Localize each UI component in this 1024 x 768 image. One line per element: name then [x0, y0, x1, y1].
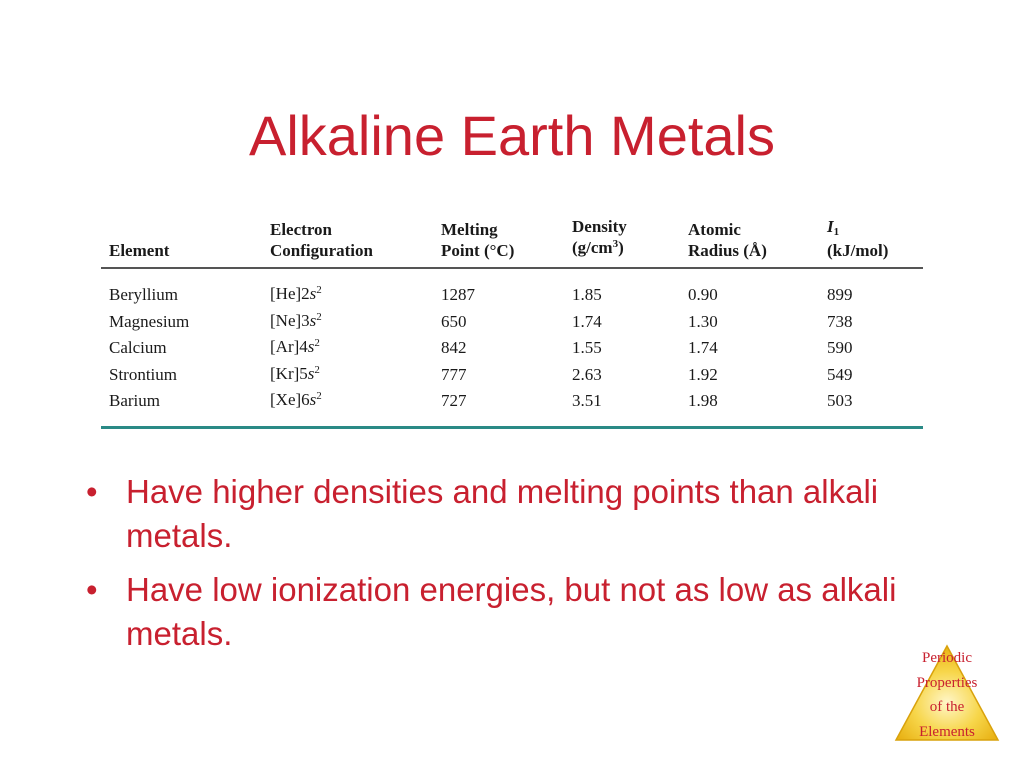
cell-density: 3.51 [572, 391, 602, 410]
header-element [101, 216, 262, 268]
header-atomic-radius-line1: Atomic [688, 220, 741, 239]
badge-line4: Elements [919, 723, 975, 740]
cell-element: Magnesium [109, 311, 190, 331]
cell-element: Calcium [109, 338, 167, 357]
cell-atomic-radius: 1.30 [688, 311, 718, 331]
header-density-line2-post: ) [618, 238, 624, 257]
header-electron-configuration-line1: Electron [270, 220, 333, 239]
header-density-line1: Density [572, 217, 627, 236]
header-atomic-radius [680, 216, 819, 268]
table-row [101, 362, 923, 389]
header-melting-point-line1: Melting [441, 220, 498, 239]
bullet-text: Have higher densities and melting points than alkali metals. [126, 473, 879, 554]
header-ionization-energy-subscript: 1 [833, 226, 840, 238]
config-core: [Xe]6 [270, 390, 310, 409]
bullet-item [86, 568, 966, 656]
header-element-label: Element [109, 241, 170, 260]
header-density-line2-pre: (g/cm [572, 238, 613, 257]
badge-line2: Properties [916, 674, 978, 691]
cell-atomic-radius: 1.74 [688, 338, 718, 357]
header-ionization-energy [819, 216, 923, 268]
config-core: [He]2 [270, 284, 310, 303]
table-bottom-rule-row [101, 427, 923, 429]
cell-ionization-energy: 549 [827, 364, 853, 384]
cell-ionization-energy: 503 [827, 391, 853, 410]
cell-electron-configuration [262, 388, 433, 427]
cell-electron-configuration [262, 362, 433, 389]
table-header-row [101, 216, 923, 268]
header-melting-point [433, 216, 564, 268]
bullet-list [86, 470, 966, 666]
header-electron-configuration-line2: Configuration [270, 241, 373, 260]
config-superscript: 2 [316, 284, 322, 296]
bullet-item [86, 470, 966, 558]
config-core: [Ne]3 [270, 310, 310, 330]
bullet-glyph: • [86, 571, 98, 608]
config-superscript: 2 [314, 363, 320, 376]
header-density [564, 216, 680, 268]
config-core: [Kr]5 [270, 363, 308, 383]
cell-melting-point: 727 [441, 391, 467, 410]
config-orbital: s [307, 363, 315, 383]
header-melting-point-line2: Point (°C) [441, 241, 515, 260]
config-superscript: 2 [314, 337, 320, 349]
cell-element: Beryllium [109, 285, 178, 304]
cell-ionization-energy: 899 [827, 285, 853, 304]
config-orbital: s [307, 337, 315, 356]
table-row [101, 309, 923, 336]
cell-melting-point: 650 [441, 311, 467, 331]
table-row [101, 388, 923, 427]
header-ionization-energy-symbol: I [827, 217, 834, 236]
cell-atomic-radius: 0.90 [688, 285, 718, 304]
cell-density: 1.85 [572, 285, 602, 304]
cell-melting-point: 842 [441, 338, 467, 357]
config-superscript: 2 [316, 390, 322, 402]
cell-melting-point: 777 [441, 364, 467, 384]
cell-density: 2.63 [572, 364, 602, 384]
element-properties-table-container [101, 216, 923, 429]
cell-atomic-radius: 1.98 [688, 391, 718, 410]
badge-line3: of the [929, 699, 965, 715]
element-properties-table [101, 216, 923, 429]
cell-density: 1.74 [572, 311, 602, 331]
header-ionization-energy-line2: (kJ/mol) [827, 241, 889, 260]
config-orbital: s [309, 310, 317, 330]
header-electron-configuration [262, 216, 433, 268]
header-atomic-radius-line2: Radius (Å) [688, 241, 767, 260]
badge-line1: Periodic [922, 650, 972, 666]
cell-electron-configuration [262, 309, 433, 336]
config-superscript: 2 [316, 310, 322, 323]
slide-title: Alkaline Earth Metals [248, 104, 775, 167]
bullet-glyph: • [86, 473, 98, 510]
config-orbital: s [309, 390, 317, 409]
cell-density: 1.55 [572, 338, 602, 357]
cell-ionization-energy: 590 [827, 338, 853, 357]
cell-ionization-energy: 738 [827, 311, 853, 331]
periodic-properties-badge [892, 640, 1002, 750]
badge-text [892, 646, 1002, 744]
cell-electron-configuration [262, 268, 433, 309]
config-orbital: s [309, 284, 317, 303]
cell-atomic-radius: 1.92 [688, 364, 718, 384]
cell-electron-configuration [262, 335, 433, 362]
cell-element: Strontium [109, 364, 178, 384]
cell-element: Barium [109, 391, 160, 410]
bullet-text: Have low ionization energies, but not as low as alkali metals. [126, 571, 897, 652]
config-core: [Ar]4 [270, 337, 308, 356]
cell-melting-point: 1287 [441, 285, 475, 304]
table-row [101, 335, 923, 362]
header-density-line2-sup: 3 [612, 238, 619, 250]
table-bottom-rule [101, 427, 923, 429]
table-row [101, 268, 923, 309]
